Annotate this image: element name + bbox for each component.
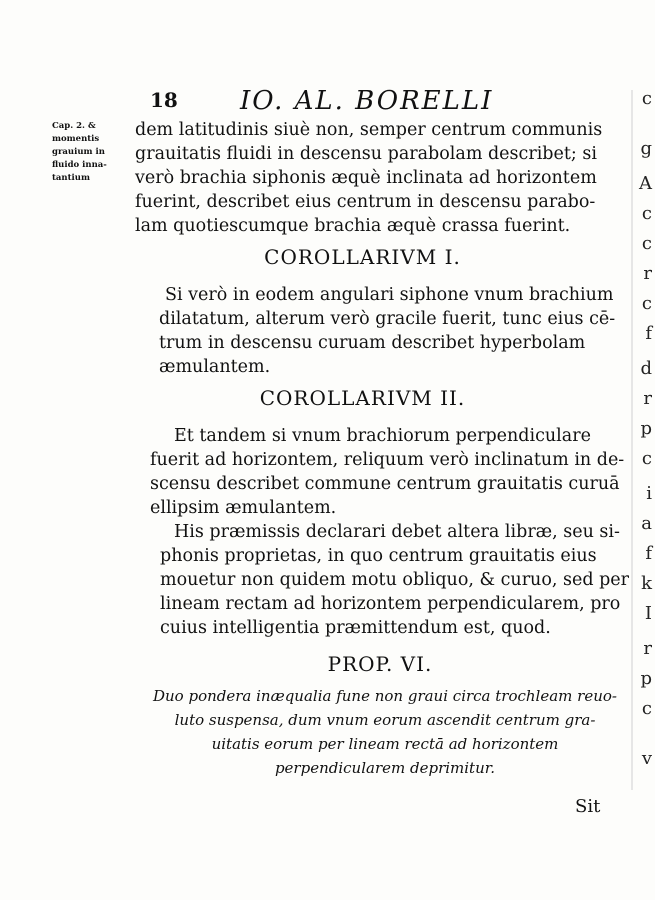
text-line: dilatatum, alterum verò gracile fuerit, tunc eius cē- [159,309,616,329]
bleed-letter: f [645,323,652,344]
text-line: luto suspensa, dum vnum eorum ascendit centrum gra- [174,711,596,729]
bleed-letter: c [641,698,652,719]
bleed-letter: k [641,573,652,594]
bleed-letter: A [639,173,652,194]
corollary-1-heading: COROLLARIVM I. [264,245,461,269]
page-header [150,88,570,116]
bleed-letter: p [640,668,652,689]
text-line: lineam rectam ad horizontem perpendicularem, pro [160,594,621,614]
bleed-letter: c [641,203,652,224]
bleed-letter: c [641,233,652,254]
proposition-heading: PROP. VI. [327,652,433,676]
text-line: fuerint, describet eius centrum in descensu parabo- [135,192,596,212]
text-line: cuius intelligentia præmittendum est, quod. [160,618,551,638]
bleed-letter: g [640,138,652,159]
text-line: trum in descensu curuam describet hyperbolam [159,333,586,353]
margin-note-line: tantium [52,173,90,183]
bleed-letter: f [645,543,652,564]
bleed-letter: c [641,448,652,469]
bleed-letter: p [640,418,652,439]
text-line: fuerit ad horizontem, reliquum verò inclinatum in de- [150,450,625,470]
margin-note [52,120,130,185]
margin-note-line: Cap. 2. & [52,121,96,131]
catchword: Sit [575,796,601,817]
bleed-letter: c [641,88,652,109]
bleed-letter: r [643,638,652,659]
bleed-letter: v [641,748,652,769]
margin-note-line: momentis [52,134,100,144]
bleed-letter: a [641,513,652,534]
bleed-letter: I [644,603,652,624]
text-line: scensu describet commune centrum grauitatis curuā [150,474,620,494]
text-line: perpendicularem deprimitur. [274,759,496,777]
margin-note-line: grauium in [52,147,105,157]
text-line: Duo pondera inæqualia fune non graui circa trochleam reuo- [153,687,617,705]
corollary-1-text [159,283,616,379]
text-line: grauitatis fluidi in descensu parabolam describet; si [135,144,597,164]
bleed-letter: d [640,358,652,379]
text-line: ellipsim æmulantem. [150,498,337,518]
text-line: dem latitudinis siuè non, semper centrum communis [135,120,603,140]
page-number: 18 [150,88,178,112]
text-line: æmulantem. [159,357,271,377]
paragraph-2 [160,520,630,640]
paragraph-1 [135,118,603,238]
bleed-letter: i [646,483,652,504]
corollary-2-text [150,424,625,520]
text-line: Et tandem si vnum brachiorum perpendiculare [174,426,591,446]
corollary-2-heading: COROLLARIVM II. [259,386,466,410]
text-line: mouetur non quidem motu obliquo, & curuo, sed per [160,570,630,590]
facing-page-bleed [631,90,655,790]
text-line: His præmissis declarari debet altera libræ, seu si- [174,522,620,542]
bleed-letter: r [643,388,652,409]
margin-note-line: fluido inna- [52,160,107,170]
text-line: phonis proprietas, in quo centrum grauitatis eius [160,546,597,566]
text-line: verò brachia siphonis æquè inclinata ad horizontem [135,168,597,188]
proposition-statement [150,684,620,780]
text-line: uitatis eorum per lineam rectā ad horizontem [211,735,559,753]
bleed-letter: c [641,293,652,314]
running-title: IO. AL. BORELLI [240,86,494,116]
bleed-letter: r [643,263,652,284]
text-line: Si verò in eodem angulari siphone vnum brachium [165,285,614,305]
text-line: lam quotiescumque brachia æquè crassa fuerint. [135,216,571,236]
